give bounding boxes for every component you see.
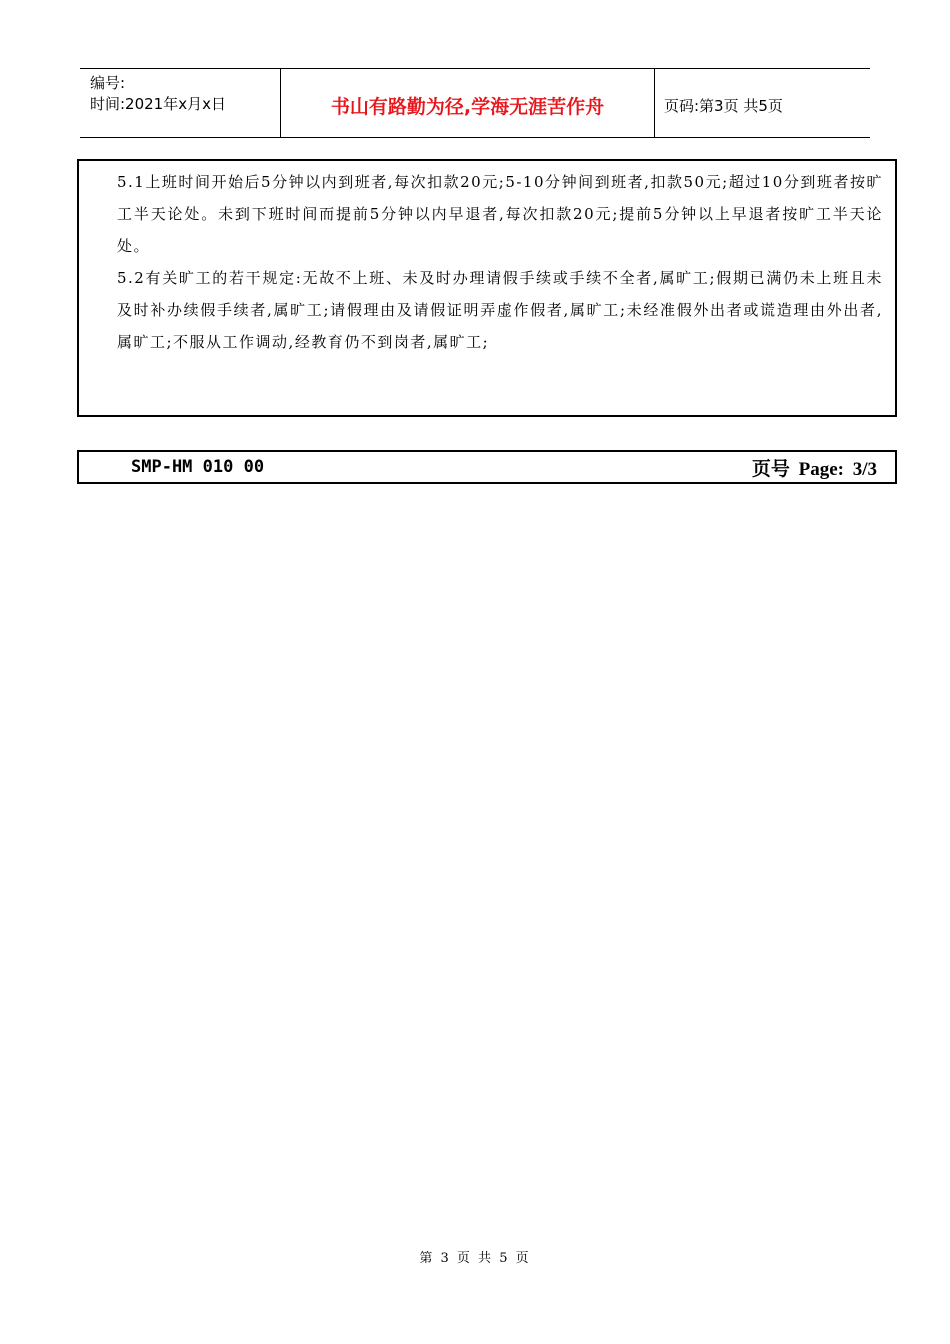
header-motto: 书山有路勤为径,学海无涯苦作舟 bbox=[281, 69, 655, 137]
header-meta-cell bbox=[80, 69, 281, 137]
header-page-info: 页码:第3页 共5页 bbox=[664, 96, 783, 115]
footer-page-label: 页号 Page: 3/3 bbox=[751, 458, 877, 480]
document-time-label: 时间:2021年x月x日 bbox=[90, 95, 226, 113]
document-number-label: 编号: bbox=[90, 74, 126, 92]
document-footer-bar bbox=[77, 450, 897, 484]
clause-5-1: 5.1上班时间开始后5分钟以内到班者,每次扣款20元;5-10分钟间到班者,扣款50元;超过10分到班者按旷工半天论处。未到下班时间而提前5分钟以内早退者,每次扣款20元;提前5分钟以上早退者按旷工半天论处。 bbox=[117, 173, 883, 255]
clause-5-2: 5.2有关旷工的若干规定:无故不上班、未及时办理请假手续或手续不全者,属旷工;假期已满仍未上班且未及时补办续假手续者,属旷工;请假理由及请假证明弄虚作假者,属旷工;未经准假外出者或谎造理由外出者,属旷工;不服从工作调动,经教育仍不到岗者,属旷工; bbox=[117, 269, 883, 351]
document-code: SMP-HM 010 00 bbox=[131, 457, 265, 477]
content-box bbox=[77, 159, 897, 417]
page-number: 第 3 页 共 5 页 bbox=[419, 1251, 531, 1266]
document-header bbox=[80, 68, 870, 138]
